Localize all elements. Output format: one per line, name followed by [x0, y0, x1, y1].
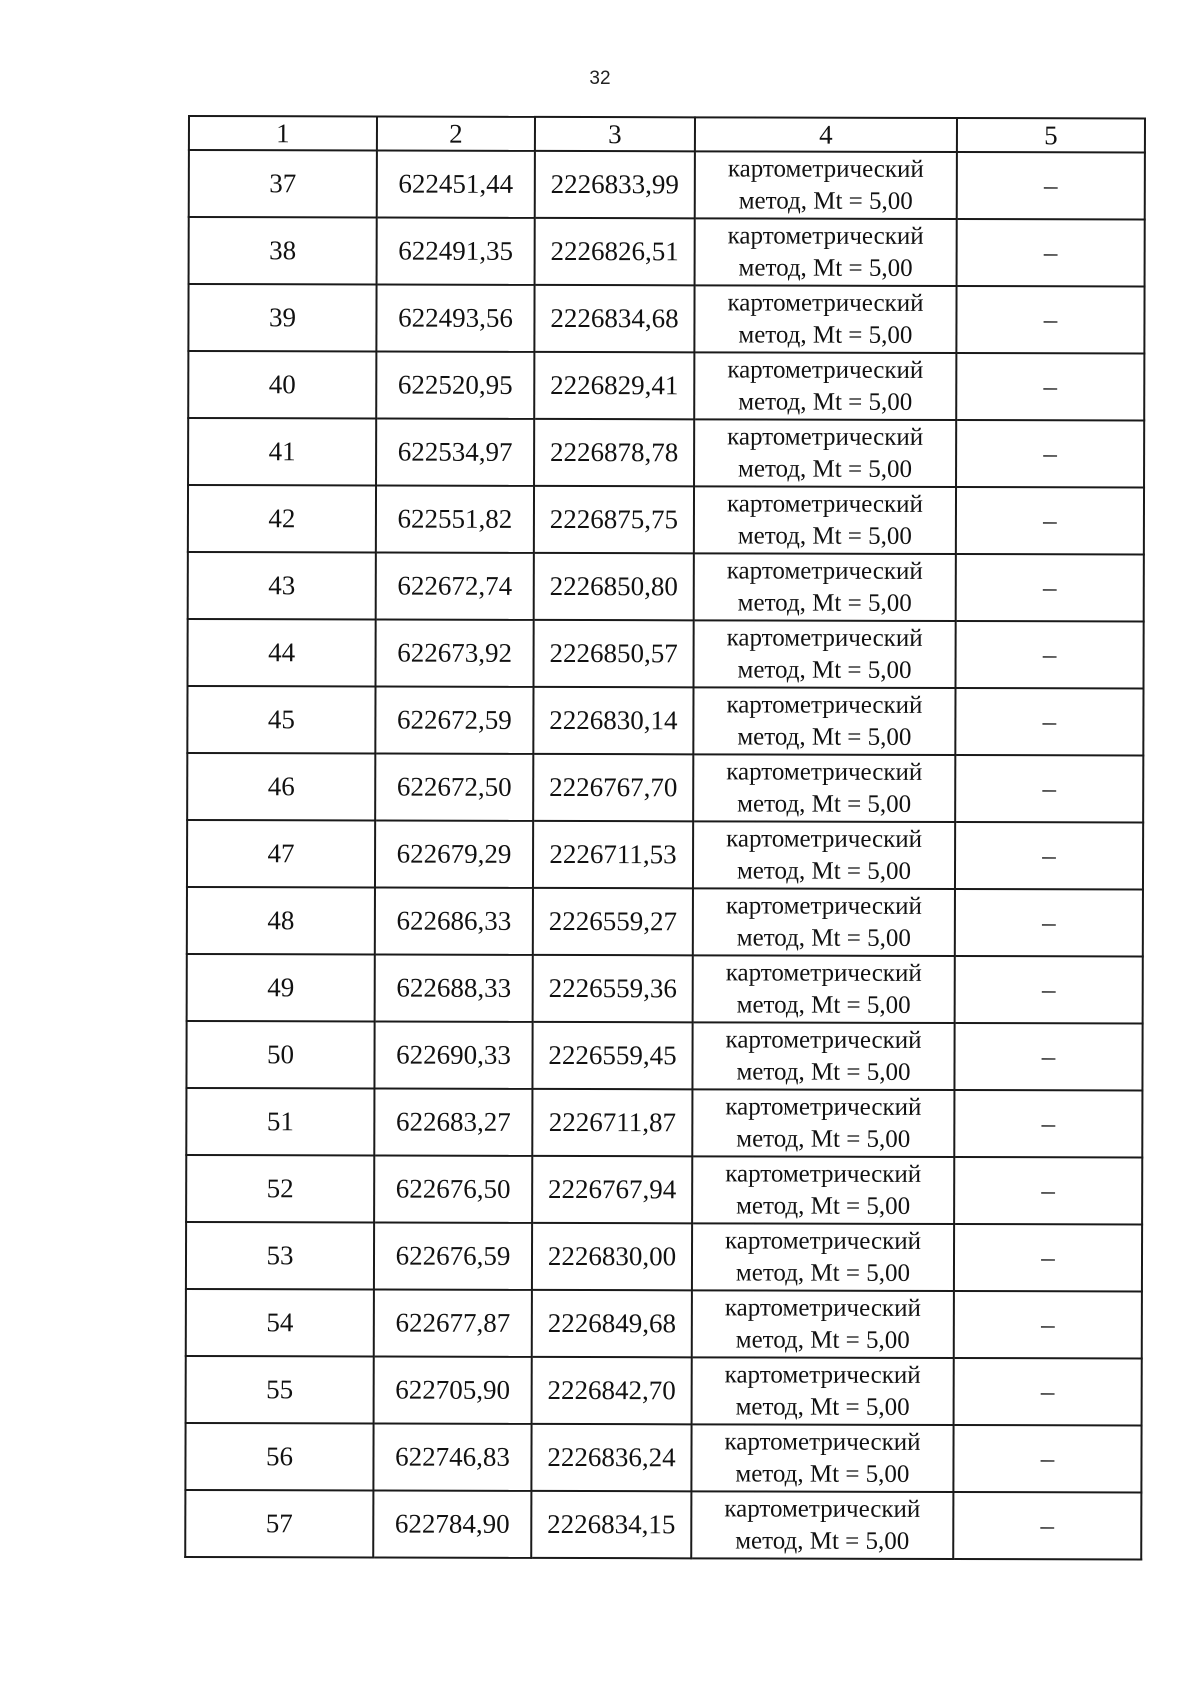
x-coordinate-cell: 622677,87 [374, 1289, 532, 1356]
point-number-cell: 41 [188, 418, 376, 485]
note-cell: – [954, 1224, 1142, 1291]
method-cell [693, 754, 955, 822]
x-coordinate-cell: 622520,95 [376, 351, 534, 418]
table-row [187, 820, 1143, 890]
column-header-2: 2 [377, 116, 535, 150]
method-line-1: картометрический [727, 221, 924, 250]
note-cell: – [957, 219, 1145, 286]
method-cell [694, 486, 956, 554]
x-coordinate-cell: 622683,27 [374, 1088, 532, 1155]
method-line-1: картометрический [727, 422, 924, 451]
method-line-1: картометрический [727, 288, 924, 317]
x-coordinate-cell: 622451,44 [377, 150, 535, 217]
note-cell: – [954, 1157, 1142, 1224]
method-cell [693, 687, 955, 755]
note-cell: – [956, 487, 1144, 554]
column-header-4: 4 [695, 117, 957, 152]
header-row [189, 116, 1145, 153]
x-coordinate-cell: 622679,29 [375, 820, 533, 887]
point-number-cell: 39 [188, 284, 376, 351]
point-number-cell: 46 [187, 753, 375, 820]
method-line-1: картометрический [725, 1159, 922, 1188]
x-coordinate-cell: 622746,83 [373, 1423, 531, 1490]
method-line-1: картометрический [727, 154, 924, 183]
point-number-cell: 44 [188, 619, 376, 686]
x-coordinate-cell: 622672,74 [376, 552, 534, 619]
y-coordinate-cell: 2226559,27 [533, 888, 693, 955]
point-number-cell: 50 [186, 1021, 374, 1088]
point-number-cell: 47 [187, 820, 375, 887]
column-header-3: 3 [535, 117, 695, 151]
table-row [188, 284, 1144, 354]
x-coordinate-cell: 622688,33 [375, 954, 533, 1021]
column-header-1: 1 [189, 116, 377, 150]
method-line-2: метод, Mt = 5,00 [735, 1325, 910, 1354]
method-cell [695, 151, 957, 219]
method-cell [694, 352, 956, 420]
table-row [188, 552, 1144, 622]
method-line-1: картометрический [725, 958, 922, 987]
table-row [187, 887, 1143, 957]
method-cell [692, 1022, 954, 1090]
method-cell [691, 1491, 953, 1559]
x-coordinate-cell: 622493,56 [376, 284, 534, 351]
point-number-cell: 37 [189, 150, 377, 217]
point-number-cell: 49 [187, 954, 375, 1021]
method-line-2: метод, Mt = 5,00 [737, 722, 912, 751]
table-row [185, 1423, 1141, 1493]
method-line-1: картометрический [727, 355, 924, 384]
method-line-2: метод, Mt = 5,00 [735, 1258, 911, 1287]
note-cell: – [954, 1090, 1142, 1157]
point-number-cell: 45 [187, 686, 375, 753]
x-coordinate-cell: 622673,92 [376, 619, 534, 686]
method-line-1: картометрический [725, 1025, 922, 1054]
method-cell [692, 1089, 954, 1157]
y-coordinate-cell: 2226767,70 [533, 754, 693, 821]
table-header [189, 116, 1145, 153]
method-line-2: метод, Mt = 5,00 [736, 1124, 911, 1153]
table-row [187, 954, 1143, 1024]
table-row [185, 1490, 1141, 1560]
y-coordinate-cell: 2226878,78 [534, 419, 694, 486]
point-number-cell: 55 [186, 1356, 374, 1423]
table-row [186, 1222, 1142, 1292]
method-line-1: картометрический [725, 1226, 922, 1255]
y-coordinate-cell: 2226875,75 [534, 486, 694, 553]
y-coordinate-cell: 2226850,80 [534, 553, 694, 620]
table-row [186, 1155, 1142, 1225]
method-line-2: метод, Mt = 5,00 [738, 253, 913, 282]
method-line-2: метод, Mt = 5,00 [736, 1057, 911, 1086]
x-coordinate-cell: 622784,90 [373, 1490, 531, 1557]
column-header-5: 5 [957, 118, 1145, 152]
note-cell: – [955, 822, 1143, 889]
table-row [188, 485, 1144, 555]
method-cell [692, 1223, 954, 1291]
y-coordinate-cell: 2226836,24 [531, 1424, 691, 1491]
y-coordinate-cell: 2226834,15 [531, 1491, 691, 1558]
table-row [189, 217, 1145, 287]
page-number: 32 [589, 68, 611, 89]
method-line-1: картометрический [724, 1494, 921, 1523]
note-cell: – [957, 152, 1145, 219]
table-row [186, 1021, 1142, 1091]
method-cell [693, 888, 955, 956]
x-coordinate-cell: 622551,82 [376, 485, 534, 552]
y-coordinate-cell: 2226850,57 [534, 620, 694, 687]
method-line-2: метод, Mt = 5,00 [736, 990, 911, 1019]
y-coordinate-cell: 2226559,36 [533, 955, 693, 1022]
method-line-1: картометрический [724, 1427, 921, 1456]
y-coordinate-cell: 2226842,70 [532, 1357, 692, 1424]
y-coordinate-cell: 2226829,41 [534, 352, 694, 419]
method-cell [694, 285, 956, 353]
method-cell [691, 1424, 953, 1492]
point-number-cell: 56 [185, 1423, 373, 1490]
point-number-cell: 42 [188, 485, 376, 552]
note-cell: – [953, 1492, 1141, 1559]
method-cell [692, 1357, 954, 1425]
y-coordinate-cell: 2226833,99 [535, 151, 695, 218]
point-number-cell: 38 [189, 217, 377, 284]
method-line-2: метод, Mt = 5,00 [736, 856, 912, 885]
table-row [187, 753, 1143, 823]
note-cell: – [954, 1023, 1142, 1090]
point-number-cell: 40 [188, 351, 376, 418]
method-line-1: картометрический [726, 757, 923, 786]
method-line-2: метод, Mt = 5,00 [737, 655, 912, 684]
table-row [186, 1088, 1142, 1158]
y-coordinate-cell: 2226559,45 [532, 1022, 692, 1089]
point-number-cell: 48 [187, 887, 375, 954]
method-line-2: метод, Mt = 5,00 [737, 521, 912, 550]
point-number-cell: 43 [188, 552, 376, 619]
note-cell: – [956, 420, 1144, 487]
x-coordinate-cell: 622676,59 [374, 1222, 532, 1289]
y-coordinate-cell: 2226830,14 [533, 687, 693, 754]
point-number-cell: 57 [185, 1490, 373, 1557]
x-coordinate-cell: 622672,50 [375, 753, 533, 820]
y-coordinate-cell: 2226834,68 [534, 285, 694, 352]
table-row [188, 619, 1144, 689]
method-line-2: метод, Mt = 5,00 [735, 1459, 910, 1488]
table-row [188, 351, 1144, 421]
method-line-2: метод, Mt = 5,00 [738, 320, 913, 349]
y-coordinate-cell: 2226767,94 [532, 1156, 692, 1223]
coordinates-table [184, 115, 1146, 1561]
note-cell: – [955, 956, 1143, 1023]
note-cell: – [953, 1425, 1141, 1492]
note-cell: – [955, 889, 1143, 956]
method-line-2: метод, Mt = 5,00 [735, 1392, 910, 1421]
note-cell: – [956, 554, 1144, 621]
y-coordinate-cell: 2226830,00 [532, 1223, 692, 1290]
table-row [187, 686, 1143, 756]
table-row [186, 1356, 1142, 1426]
method-line-1: картометрический [726, 489, 924, 518]
x-coordinate-cell: 622705,90 [374, 1356, 532, 1423]
x-coordinate-cell: 622672,59 [375, 686, 533, 753]
method-line-2: метод, Mt = 5,00 [735, 1526, 910, 1555]
x-coordinate-cell: 622690,33 [374, 1021, 532, 1088]
note-cell: – [956, 353, 1144, 420]
y-coordinate-cell: 2226849,68 [532, 1290, 692, 1357]
y-coordinate-cell: 2226711,53 [533, 821, 693, 888]
method-cell [693, 821, 955, 889]
method-line-2: метод, Mt = 5,00 [738, 387, 913, 416]
method-cell [692, 1156, 954, 1224]
note-cell: – [956, 286, 1144, 353]
table-body [185, 150, 1145, 1559]
method-line-1: картометрический [726, 623, 923, 652]
point-number-cell: 54 [186, 1289, 374, 1356]
method-line-2: метод, Mt = 5,00 [737, 588, 912, 617]
method-cell [694, 419, 956, 487]
point-number-cell: 51 [186, 1088, 374, 1155]
method-line-1: картометрический [725, 891, 922, 920]
note-cell: – [954, 1291, 1142, 1358]
method-cell [694, 553, 956, 621]
y-coordinate-cell: 2226826,51 [535, 218, 695, 285]
method-line-2: метод, Mt = 5,00 [736, 923, 911, 952]
x-coordinate-cell: 622534,97 [376, 418, 534, 485]
x-coordinate-cell: 622686,33 [375, 887, 533, 954]
note-cell: – [955, 688, 1143, 755]
note-cell: – [955, 755, 1143, 822]
method-cell [692, 1290, 954, 1358]
y-coordinate-cell: 2226711,87 [532, 1089, 692, 1156]
method-cell [694, 620, 956, 688]
note-cell: – [956, 621, 1144, 688]
method-line-2: метод, Mt = 5,00 [736, 1191, 911, 1220]
table-row [188, 418, 1144, 488]
x-coordinate-cell: 622491,35 [377, 217, 535, 284]
method-line-1: картометрический [725, 1092, 922, 1121]
table-row [189, 150, 1145, 220]
note-cell: – [954, 1358, 1142, 1425]
point-number-cell: 53 [186, 1222, 374, 1289]
method-line-2: метод, Mt = 5,00 [738, 454, 913, 483]
x-coordinate-cell: 622676,50 [374, 1155, 532, 1222]
method-line-1: картометрический [726, 824, 923, 853]
method-cell [695, 218, 957, 286]
point-number-cell: 52 [186, 1155, 374, 1222]
table-row [186, 1289, 1142, 1359]
method-line-2: метод, Mt = 5,00 [738, 186, 913, 215]
method-line-1: картометрический [724, 1293, 921, 1322]
method-line-1: картометрический [726, 556, 923, 585]
method-line-2: метод, Mt = 5,00 [737, 789, 912, 818]
method-line-1: картометрический [726, 690, 923, 719]
method-cell [693, 955, 955, 1023]
method-line-1: картометрический [724, 1360, 921, 1389]
